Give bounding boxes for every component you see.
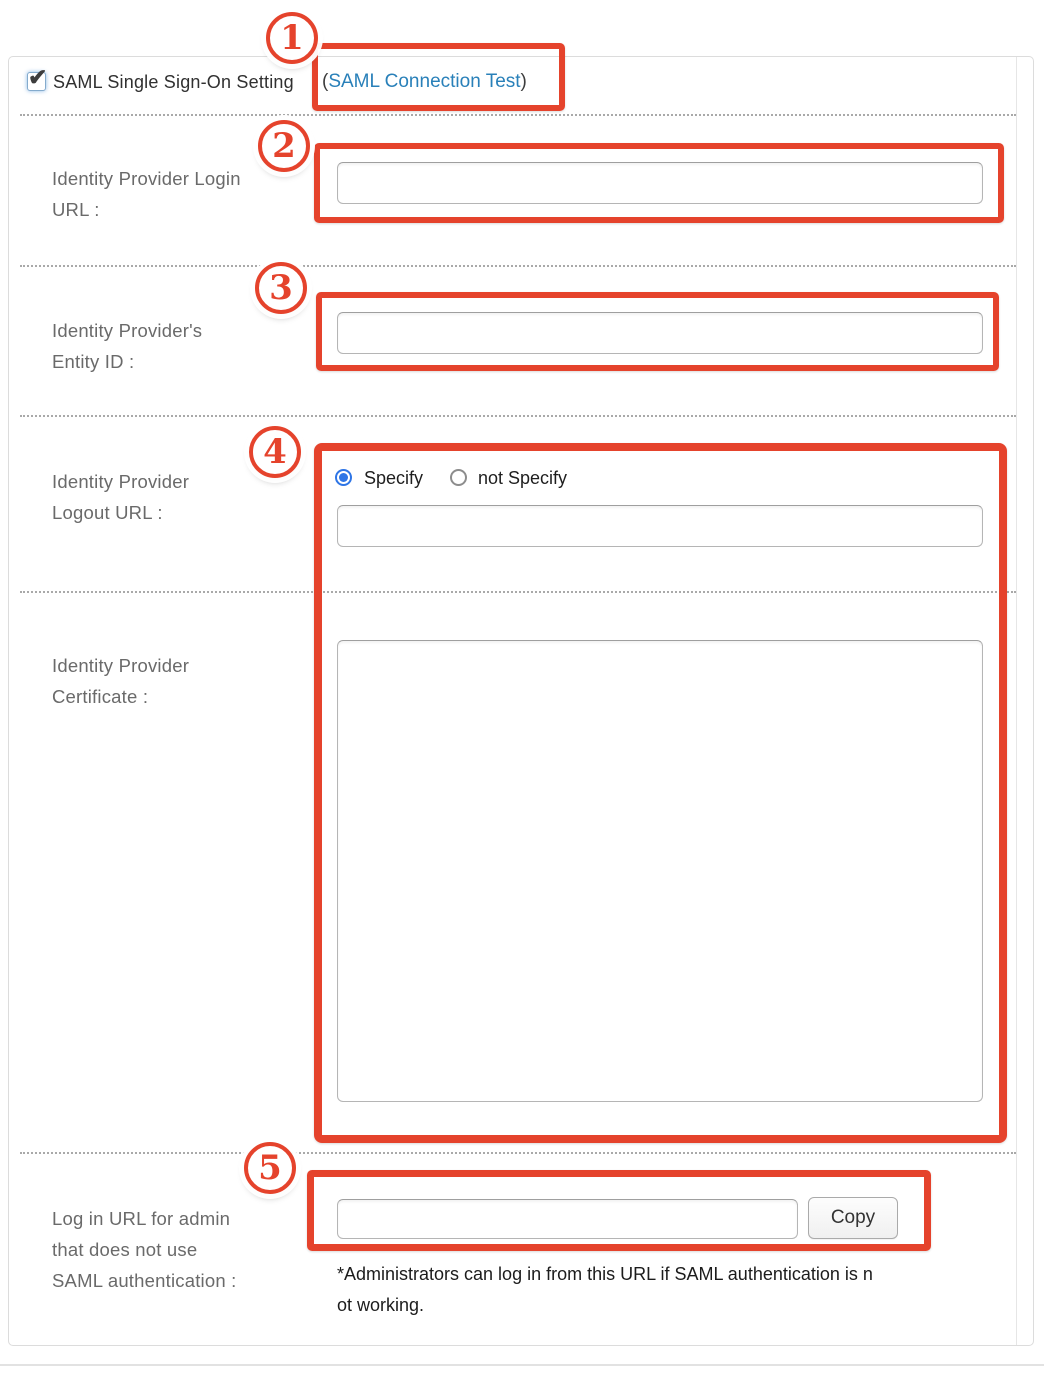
logout-url-label: Identity Provider Logout URL : <box>52 471 190 523</box>
row-divider <box>20 415 1016 417</box>
saml-sso-enable-checkbox[interactable] <box>27 64 48 91</box>
paren-close: ) <box>520 71 527 92</box>
logout-url-not-specify-label[interactable]: not Specify <box>478 468 568 488</box>
logout-url-specify-radio[interactable] <box>335 469 352 486</box>
logout-url-input[interactable] <box>337 505 983 547</box>
saml-connection-test-link[interactable]: SAML Connection Test <box>328 71 521 92</box>
admin-login-url-label: Log in URL for admin that does not use SAML authentication : <box>52 1208 237 1291</box>
table-right-border <box>1016 57 1017 1345</box>
row-divider <box>20 1152 1016 1154</box>
login-url-label: Identity Provider Login URL : <box>52 168 241 220</box>
saml-sso-setting-title: SAML Single Sign-On Setting <box>53 72 294 92</box>
row-divider <box>20 114 1016 116</box>
annotation-marker-1: 1 <box>266 12 318 64</box>
annotation-marker-5: 5 <box>244 1142 296 1194</box>
admin-login-url-note: *Administrators can log in from this URL if SAML authentication is n ot working. <box>337 1264 873 1315</box>
next-section-divider <box>0 1364 1044 1366</box>
admin-login-url-input[interactable] <box>337 1199 798 1239</box>
annotation-marker-4: 4 <box>249 426 301 478</box>
login-url-input[interactable] <box>337 162 983 204</box>
annotation-marker-2: 2 <box>258 120 310 172</box>
entity-id-label: Identity Provider's Entity ID : <box>52 320 203 372</box>
logout-url-specify-label[interactable]: Specify <box>364 468 424 488</box>
certificate-label: Identity Provider Certificate : <box>52 655 190 707</box>
row-divider <box>20 265 1016 267</box>
saml-connection-test-row <box>322 71 527 93</box>
logout-url-not-specify-radio[interactable] <box>450 469 467 486</box>
entity-id-input[interactable] <box>337 312 983 354</box>
certificate-textarea[interactable] <box>337 640 983 1102</box>
checkmark-icon: ✔ <box>28 64 48 90</box>
annotation-marker-3: 3 <box>255 262 307 314</box>
paren-open: ( <box>322 71 329 92</box>
copy-button[interactable]: Copy <box>808 1197 898 1239</box>
row-divider <box>20 591 1016 593</box>
